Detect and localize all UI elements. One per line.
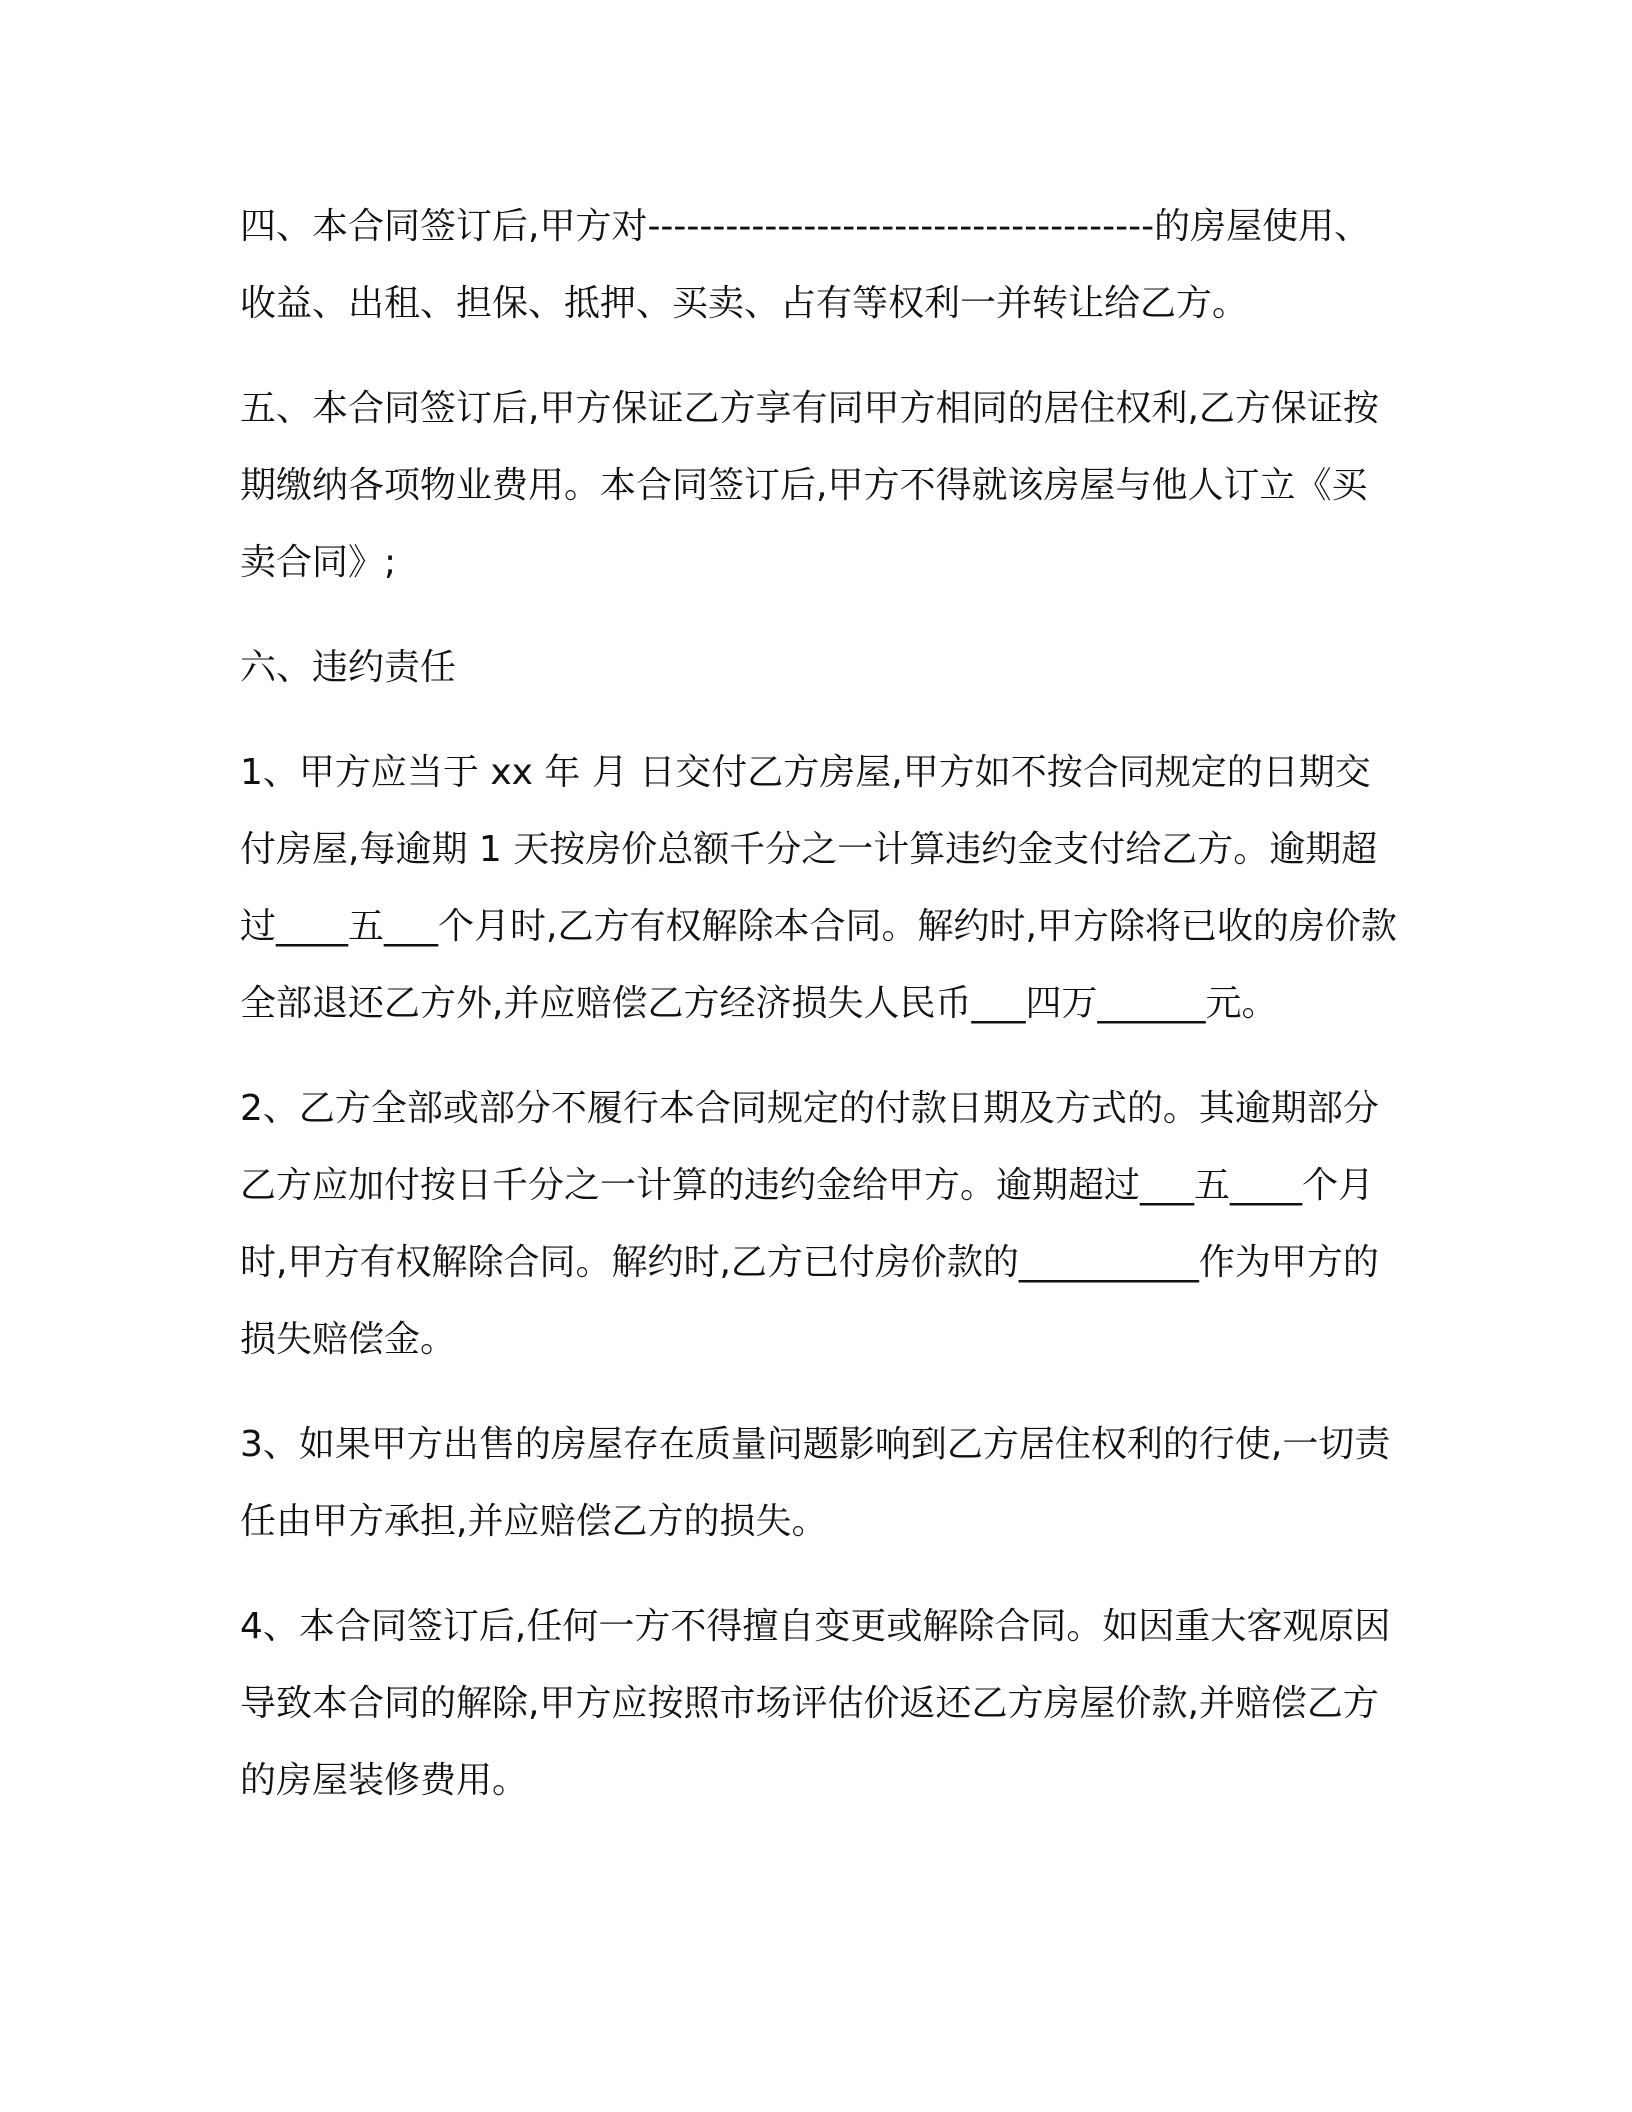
- document-body: [240, 188, 1400, 1847]
- breach-item-1: 1、甲方应当于 xx 年 月 日交付乙方房屋,甲方如不按合同规定的日期交付房屋,每逾期 1 天按房价总额千分之一计算违约金支付给乙方。逾期超过____五___个月时,乙方有权解除本合同。解约时,甲方除将已收的房价款全部退还乙方外,并应赔偿乙方经济损失人民币___四万______元。: [240, 752, 1397, 1024]
- breach-item-2: 2、乙方全部或部分不履行本合同规定的付款日期及方式的。其逾期部分乙方应加付按日千分之一计算的违约金给甲方。逾期超过___五____个月时,甲方有权解除合同。解约时,乙方已付房价款的__________作为甲方的损失赔偿金。: [240, 1088, 1379, 1360]
- clause-four: 四、本合同签订后,甲方对---------------------------------------的房屋使用、收益、出租、担保、抵押、买卖、占有等权利一并转让给乙方。: [240, 206, 1371, 324]
- section-heading-breach-liability: 六、违约责任: [240, 647, 457, 688]
- breach-item-3: 3、如果甲方出售的房屋存在质量问题影响到乙方居住权利的行使,一切责任由甲方承担,并应赔偿乙方的损失。: [240, 1424, 1391, 1542]
- breach-item-4: 4、本合同签订后,任何一方不得擅自变更或解除合同。如因重大客观原因导致本合同的解除,甲方应按照市场评估价返还乙方房屋价款,并赔偿乙方的房屋装修费用。: [240, 1606, 1391, 1801]
- clause-five: 五、本合同签订后,甲方保证乙方享有同甲方相同的居住权利,乙方保证按期缴纳各项物业费用。本合同签订后,甲方不得就该房屋与他人订立《买卖合同》;: [240, 388, 1379, 583]
